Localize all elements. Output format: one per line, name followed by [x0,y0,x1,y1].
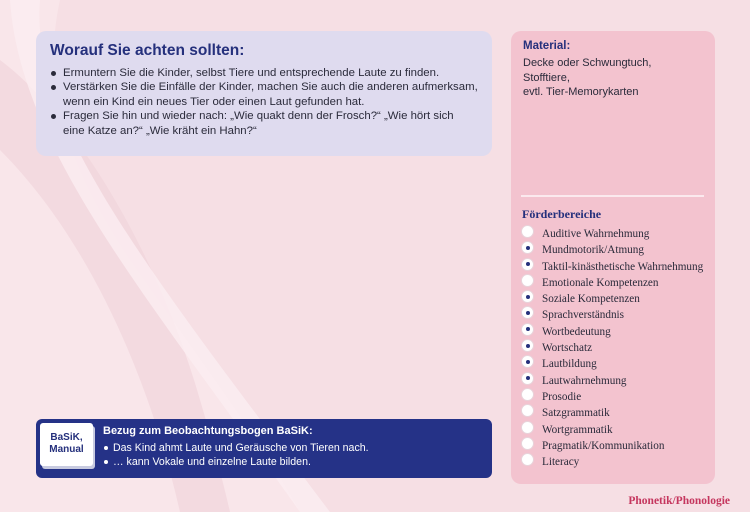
foerderbereiche-title: Förderbereiche [522,207,602,221]
material-line: Decke oder Schwungtuch, [523,57,652,69]
foerder-item-label: Prosodie [542,390,582,403]
basik-logo-line: BaSiK, [50,432,83,443]
foerderbereiche-list [521,224,703,468]
material-list [523,56,708,100]
foerder-item [521,322,703,338]
foerder-item [521,273,703,289]
foerder-item-label: Wortbedeutung [542,325,611,338]
radio-empty-icon [521,437,534,450]
foerder-item [521,387,703,403]
radio-empty-icon [521,404,534,417]
tips-box [36,31,492,156]
radio-checked-icon [521,372,534,385]
radio-checked-icon [521,355,534,368]
foerder-item-label: Pragmatik/Kommunikation [542,439,665,452]
foerder-item-label: Soziale Kompetenzen [542,293,640,306]
foerder-item-label: Sprachverständnis [542,309,625,322]
divider [521,195,704,197]
foerder-item [521,338,703,354]
radio-empty-icon [521,225,534,238]
basik-logo-line: Manual [49,444,84,455]
foerder-item [521,305,703,321]
radio-empty-icon [521,388,534,401]
foerder-item-label: Mundmotorik/Atmung [542,244,644,257]
material-line: evtl. Tier-Memorykarten [523,86,639,98]
foerder-item-label: Wortgrammatik [542,423,613,436]
foerder-item [521,436,703,452]
foerder-item [521,257,703,273]
foerder-item-label: Satzgrammatik [542,407,610,420]
foerder-item-label: Literacy [542,456,580,469]
basik-item: … kann Vokale und einzelne Laute bilden. [103,455,369,469]
foerder-item [521,420,703,436]
foerder-item [521,354,703,370]
basik-list [103,441,369,469]
foerder-item-label: Auditive Wahrnehmung [542,228,650,240]
radio-checked-icon [521,339,534,352]
radio-checked-icon [521,290,534,303]
foerder-item [521,240,703,256]
basik-box [36,419,492,478]
basik-manual-logo [40,423,93,466]
tips-item: Verstärken Sie die Einfälle der Kinder, machen Sie auch die anderen aufmerksam, wenn ein Kind ein neues Tier oder einen Laut gefunden hat. [50,80,478,109]
foerder-item-label: Lautbildung [542,358,597,371]
radio-checked-icon [521,241,534,254]
radio-empty-icon [521,421,534,434]
tips-title: Worauf Sie achten sollten: [50,42,245,59]
foerder-item [521,371,703,387]
side-panel [511,31,715,484]
tips-item: Fragen Sie hin und wieder nach: „Wie quakt denn der Frosch?“ „Wie hört sich eine Katze an?“ „Wie kräht ein Hahn?“ [50,109,478,138]
radio-empty-icon [521,274,534,287]
radio-checked-icon [521,306,534,319]
foerder-item-label: Wortschatz [542,342,593,355]
basik-title: Bezug zum Beobachtungsbogen BaSiK: [103,425,313,437]
foerder-item [521,452,703,468]
foerder-item-label: Lautwahrnehmung [542,374,627,387]
section-label: Phonetik/Phonologie [628,495,730,507]
foerder-item-label: Emotionale Kompetenzen [542,276,659,289]
radio-empty-icon [521,453,534,466]
tips-list [50,66,478,138]
foerder-item [521,403,703,419]
radio-checked-icon [521,258,534,271]
tips-item: Ermuntern Sie die Kinder, selbst Tiere und entsprechende Laute zu finden. [50,66,478,80]
foerder-item-label: Taktil-kinästhetische Wahrnehmung [542,260,704,273]
material-line: Stofftiere, [523,71,570,84]
foerder-item [521,289,703,305]
foerder-item [521,224,703,240]
radio-checked-icon [521,323,534,336]
material-title: Material: [523,40,571,52]
basik-item: Das Kind ahmt Laute und Geräusche von Tieren nach. [103,441,369,455]
